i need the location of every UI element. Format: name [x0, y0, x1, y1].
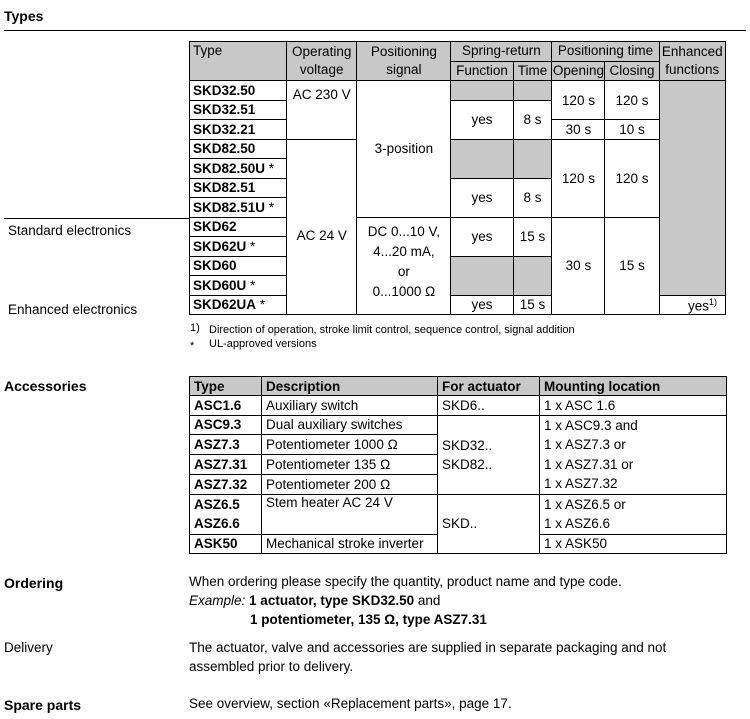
- example-line-2: 1 potentiometer, 135 Ω, type ASZ7.31: [250, 612, 487, 627]
- acc-mounting-line: 1 x ASC9.3 and: [544, 417, 638, 433]
- acc-type: ASK50: [190, 534, 262, 554]
- acc-actuator: SKD6..: [438, 396, 540, 416]
- acc-description: Auxiliary switch: [262, 396, 438, 416]
- spare-parts-heading: Spare parts: [4, 697, 82, 713]
- acc-mounting-group: [540, 494, 727, 534]
- acc-type: ASZ7.3: [190, 435, 262, 455]
- acc-type: ASC9.3: [190, 415, 262, 435]
- types-heading: Types: [4, 8, 44, 24]
- acc-description: Potentiometer 200 Ω: [262, 474, 438, 494]
- spring-function-yes: yes: [451, 178, 513, 217]
- acc-type-group: [190, 494, 262, 534]
- header-spring-return: Spring-return: [451, 42, 552, 62]
- accessories-heading: Accessories: [4, 378, 87, 394]
- spring-function-yes: yes: [451, 100, 513, 139]
- acc-description: Mechanical stroke inverter: [262, 534, 438, 554]
- acc-mounting-line: 1 x ASZ6.6: [544, 516, 611, 531]
- spring-time: 8 s: [513, 100, 552, 139]
- ordering-text: [189, 572, 729, 629]
- acc-mounting: 1 x ASK50: [540, 534, 727, 554]
- signal-dc-line: 0...1000 Ω: [372, 283, 436, 299]
- spring-time: 15 s: [513, 217, 552, 256]
- delivery-heading: Delivery: [4, 640, 53, 655]
- type-cell: SKD32.51: [190, 100, 287, 120]
- acc-header-type: Type: [190, 377, 262, 396]
- footnote-text-1: Direction of operation, stroke limit control, sequence control, signal addition: [209, 324, 575, 336]
- example-line-1: 1 actuator, type SKD32.50: [249, 593, 415, 608]
- voltage-ac24: AC 24 V: [286, 139, 356, 315]
- acc-description: Potentiometer 1000 Ω: [262, 435, 438, 455]
- acc-mounting-line: 1 x ASZ6.5 or: [544, 496, 626, 512]
- acc-actuator-line: SKD32..: [442, 437, 493, 453]
- footnote-mark-2: *: [190, 340, 195, 352]
- types-table: [189, 41, 726, 315]
- header-operating-voltage: Operating voltage: [286, 42, 356, 81]
- ordering-line: When ordering please specify the quantity, product name and type code.: [189, 574, 622, 589]
- acc-type-line: ASZ6.6: [194, 516, 240, 531]
- opening-time: 120 s: [552, 81, 605, 120]
- example-and: and: [414, 593, 441, 608]
- acc-mounting: 1 x ASC 1.6: [540, 396, 727, 416]
- footnote-text-2: UL-approved versions: [209, 338, 317, 350]
- spring-function-empty: [451, 139, 513, 178]
- voltage-ac230: AC 230 V: [286, 81, 356, 140]
- acc-mounting-line: 1 x ASZ7.31 or: [544, 456, 634, 472]
- acc-description: Dual auxiliary switches: [262, 415, 438, 435]
- closing-time: 10 s: [605, 120, 659, 140]
- header-closing: Closing: [605, 61, 659, 81]
- header-function: Function: [451, 61, 513, 81]
- signal-dc-line: DC 0...10 V,: [367, 223, 441, 239]
- header-enhanced-functions: Enhanced functions: [659, 42, 725, 81]
- standard-electronics-label: Standard electronics: [8, 223, 132, 238]
- header-positioning-signal: Positioning signal: [357, 42, 451, 81]
- header-positioning-time: Positioning time: [552, 42, 659, 62]
- acc-type: ASZ7.32: [190, 474, 262, 494]
- ordering-heading: Ordering: [4, 575, 64, 591]
- spring-function-empty: [451, 81, 513, 101]
- acc-mounting-line: 1 x ASZ7.32: [544, 476, 618, 491]
- footnote-mark-1: 1): [190, 322, 200, 334]
- opening-time: 120 s: [552, 139, 605, 217]
- signal-3-position: 3-position: [357, 81, 451, 218]
- spring-time: 15 s: [513, 295, 552, 315]
- type-cell: SKD82.51: [190, 178, 287, 198]
- signal-dc: [357, 217, 451, 315]
- spring-time-empty: [513, 139, 552, 178]
- acc-type: ASC1.6: [190, 396, 262, 416]
- acc-description: Stem heater AC 24 V: [262, 494, 438, 534]
- standard-electronics-rule: [4, 218, 190, 219]
- type-cell: SKD62U *: [190, 237, 287, 257]
- type-cell: SKD82.51U *: [190, 198, 287, 218]
- delivery-line: The actuator, valve and accessories are supplied in separate packaging and not: [189, 640, 667, 655]
- type-cell: SKD62: [190, 217, 287, 237]
- spring-time-empty: [513, 256, 552, 295]
- spring-time: 8 s: [513, 178, 552, 217]
- spring-function-empty: [451, 256, 513, 295]
- spring-function-yes: yes: [451, 295, 513, 315]
- spring-function-yes: yes: [451, 217, 513, 256]
- delivery-text: [189, 638, 734, 676]
- acc-actuator: [438, 415, 540, 494]
- header-opening: Opening: [552, 61, 605, 81]
- acc-description: Potentiometer 135 Ω: [262, 455, 438, 475]
- type-cell: SKD60: [190, 256, 287, 276]
- acc-type: ASZ7.31: [190, 455, 262, 475]
- ordering-example: [189, 591, 729, 610]
- closing-time: 15 s: [605, 217, 659, 315]
- acc-header-description: Description: [262, 377, 438, 396]
- delivery-line: assembled prior to delivery.: [189, 659, 354, 674]
- spring-time-empty: [513, 81, 552, 101]
- types-rule: [4, 30, 746, 31]
- opening-time: 30 s: [552, 120, 605, 140]
- accessories-table: [189, 376, 727, 554]
- acc-mounting-group: [540, 415, 727, 494]
- header-time: Time: [513, 61, 552, 81]
- acc-type-line: ASZ6.5: [194, 496, 240, 512]
- type-cell: SKD62UA *: [190, 295, 287, 315]
- signal-dc-line: 4...20 mA,: [373, 243, 435, 259]
- closing-time: 120 s: [605, 81, 659, 120]
- signal-dc-line: or: [397, 263, 410, 279]
- opening-time: 30 s: [552, 217, 605, 315]
- type-cell: SKD82.50U *: [190, 159, 287, 179]
- enhanced-functions-empty: [659, 81, 725, 296]
- enhanced-electronics-label: Enhanced electronics: [8, 302, 138, 317]
- acc-actuator: SKD..: [438, 494, 540, 554]
- closing-time: 120 s: [605, 139, 659, 217]
- acc-actuator-line: SKD82..: [442, 456, 493, 472]
- acc-mounting-line: 1 x ASZ7.3 or: [544, 437, 626, 452]
- type-cell: SKD60U *: [190, 276, 287, 296]
- type-cell: SKD32.50: [190, 81, 287, 101]
- enhanced-functions-yes: yes$^{1)}$: [659, 295, 725, 315]
- type-cell: SKD82.50: [190, 139, 287, 159]
- type-cell: SKD32.21: [190, 120, 287, 140]
- acc-header-mounting: Mounting location: [540, 377, 727, 396]
- header-type: Type: [190, 42, 287, 81]
- example-label: Example:: [189, 593, 246, 608]
- spare-parts-text: See overview, section «Replacement parts», page 17.: [189, 696, 512, 711]
- acc-header-for-actuator: For actuator: [438, 377, 540, 396]
- footnote-mark: 1): [708, 296, 717, 307]
